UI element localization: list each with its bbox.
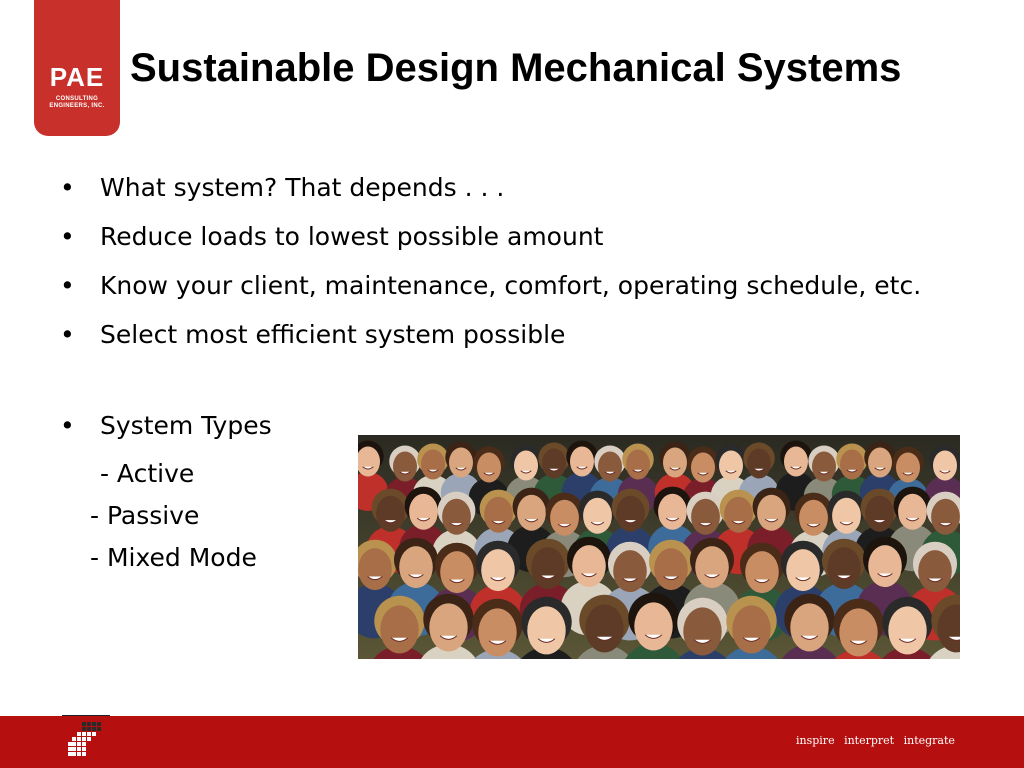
bullet-item	[60, 166, 921, 215]
logo-main-text: PAE	[49, 62, 105, 92]
bullet-icon: •	[60, 222, 75, 251]
crowd-photo	[358, 435, 960, 659]
bullet-icon: •	[60, 320, 75, 349]
slide-title: Sustainable Design Mechanical Systems	[130, 46, 902, 90]
footer-tagline: inspire interpret integrate	[796, 734, 955, 747]
crowd-illustration	[358, 435, 960, 659]
logo-subtitle	[34, 96, 120, 110]
system-types-section	[60, 404, 272, 580]
bullet-list	[60, 166, 921, 362]
bullet-text: Reduce loads to lowest possible amount	[100, 222, 604, 251]
system-type-passive: - Passive	[90, 501, 200, 530]
system-types-heading-text: System Types	[100, 411, 272, 440]
logo-subtitle-line2: ENGINEERS, INC.	[49, 103, 105, 109]
pae-logo	[34, 0, 120, 136]
system-type-active: - Active	[92, 459, 195, 488]
system-types-heading	[60, 404, 272, 454]
bullet-text: What system? That depends . . .	[100, 173, 505, 202]
system-type-mixed-mode: - Mixed Mode	[90, 543, 257, 572]
bullet-text: Select most efficient system possible	[100, 320, 566, 349]
bullet-icon: •	[60, 271, 75, 300]
bullet-icon: •	[60, 173, 75, 202]
grid-logo-icon	[68, 722, 106, 764]
bullet-icon: •	[60, 411, 75, 440]
bullet-item	[60, 264, 921, 313]
bullet-item	[60, 313, 921, 362]
logo-subtitle-line1: CONSULTING	[55, 96, 99, 102]
bullet-item	[60, 215, 921, 264]
bullet-text: Know your client, maintenance, comfort, operating schedule, etc.	[100, 271, 922, 300]
